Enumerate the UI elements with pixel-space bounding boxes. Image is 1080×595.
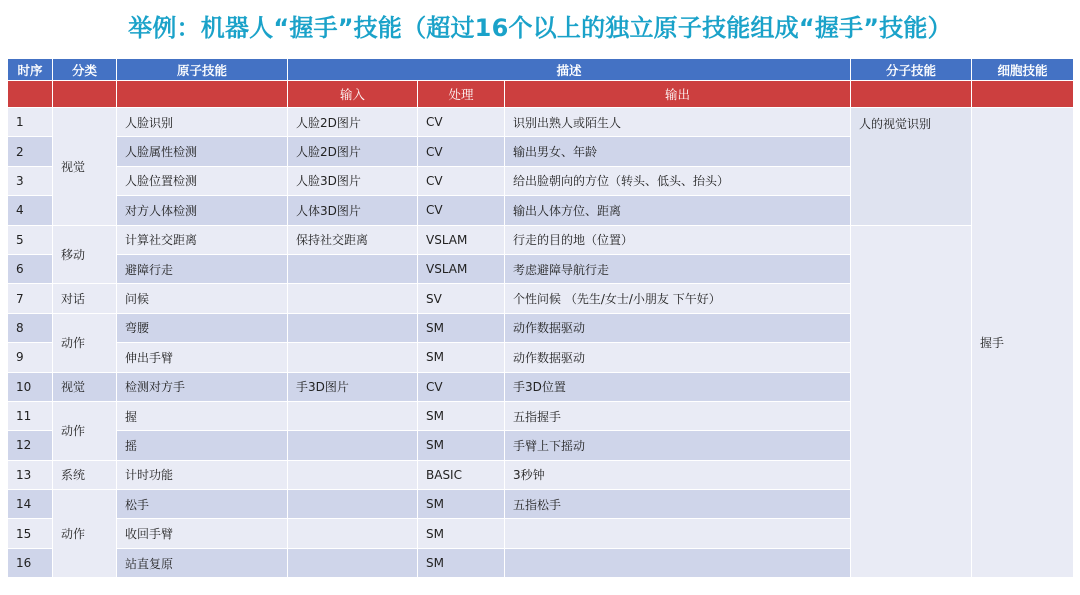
skills-table	[7, 58, 1074, 578]
input-cell	[288, 343, 418, 372]
header-molecular-skill: 分子技能	[851, 59, 972, 81]
input-cell: 人脸3D图片	[288, 166, 418, 195]
molecular-skill-cell: 人的视觉识别	[851, 108, 972, 226]
subheader-blank	[8, 81, 53, 108]
process-cell: SM	[418, 519, 505, 548]
process-cell: CV	[418, 108, 505, 137]
molecular-skill-blank	[851, 225, 972, 578]
seq-cell: 4	[8, 196, 53, 225]
atomic-skill-cell: 摇	[117, 431, 288, 460]
seq-cell: 13	[8, 460, 53, 489]
header-seq: 时序	[8, 59, 53, 81]
input-cell	[288, 548, 418, 577]
input-cell: 人脸2D图片	[288, 108, 418, 137]
output-cell: 动作数据驱动	[505, 313, 851, 342]
header-category: 分类	[53, 59, 117, 81]
input-cell	[288, 284, 418, 313]
output-cell: 个性问候 （先生/女士/小朋友 下午好）	[505, 284, 851, 313]
atomic-skill-cell: 站直复原	[117, 548, 288, 577]
category-cell: 视觉	[53, 372, 117, 401]
seq-cell: 2	[8, 137, 53, 166]
subheader-output: 输出	[505, 81, 851, 108]
input-cell: 手3D图片	[288, 372, 418, 401]
atomic-skill-cell: 松手	[117, 490, 288, 519]
process-cell: SM	[418, 343, 505, 372]
process-cell: CV	[418, 166, 505, 195]
subheader-blank	[53, 81, 117, 108]
process-cell: SM	[418, 401, 505, 430]
output-cell: 3秒钟	[505, 460, 851, 489]
input-cell	[288, 431, 418, 460]
atomic-skill-cell: 计算社交距离	[117, 225, 288, 254]
process-cell: SM	[418, 431, 505, 460]
input-cell	[288, 401, 418, 430]
seq-cell: 11	[8, 401, 53, 430]
input-cell: 人脸2D图片	[288, 137, 418, 166]
subheader-blank	[851, 81, 972, 108]
header-cellular-skill: 细胞技能	[972, 59, 1074, 81]
seq-cell: 8	[8, 313, 53, 342]
cellular-skill-cell: 握手	[972, 108, 1074, 578]
category-cell: 动作	[53, 401, 117, 460]
subheader-blank	[972, 81, 1074, 108]
atomic-skill-cell: 伸出手臂	[117, 343, 288, 372]
seq-cell: 16	[8, 548, 53, 577]
seq-cell: 10	[8, 372, 53, 401]
subheader-blank	[117, 81, 288, 108]
header-atomic-skill: 原子技能	[117, 59, 288, 81]
seq-cell: 6	[8, 254, 53, 283]
seq-cell: 14	[8, 490, 53, 519]
output-cell: 手臂上下摇动	[505, 431, 851, 460]
output-cell: 行走的目的地（位置）	[505, 225, 851, 254]
seq-cell: 15	[8, 519, 53, 548]
output-cell: 考虑避障导航行走	[505, 254, 851, 283]
process-cell: CV	[418, 372, 505, 401]
header-row	[8, 59, 1074, 81]
process-cell: CV	[418, 196, 505, 225]
table-row	[8, 225, 1074, 254]
atomic-skill-cell: 弯腰	[117, 313, 288, 342]
seq-cell: 12	[8, 431, 53, 460]
atomic-skill-cell: 问候	[117, 284, 288, 313]
input-cell: 保持社交距离	[288, 225, 418, 254]
process-cell: SM	[418, 490, 505, 519]
input-cell	[288, 519, 418, 548]
output-cell	[505, 519, 851, 548]
subheader-row	[8, 81, 1074, 108]
category-cell: 动作	[53, 490, 117, 578]
category-cell: 视觉	[53, 108, 117, 226]
category-cell: 对话	[53, 284, 117, 313]
atomic-skill-cell: 检测对方手	[117, 372, 288, 401]
output-cell: 给出脸朝向的方位（转头、低头、抬头）	[505, 166, 851, 195]
subheader-input: 输入	[288, 81, 418, 108]
atomic-skill-cell: 人脸属性检测	[117, 137, 288, 166]
process-cell: BASIC	[418, 460, 505, 489]
table-row	[8, 108, 1074, 137]
atomic-skill-cell: 收回手臂	[117, 519, 288, 548]
process-cell: SV	[418, 284, 505, 313]
atomic-skill-cell: 避障行走	[117, 254, 288, 283]
seq-cell: 3	[8, 166, 53, 195]
output-cell: 识别出熟人或陌生人	[505, 108, 851, 137]
output-cell: 五指握手	[505, 401, 851, 430]
header-description: 描述	[288, 59, 851, 81]
output-cell: 输出男女、年龄	[505, 137, 851, 166]
page-title: 举例：机器人“握手”技能（超过16个以上的独立原子技能组成“握手”技能）	[128, 13, 952, 42]
process-cell: CV	[418, 137, 505, 166]
atomic-skill-cell: 握	[117, 401, 288, 430]
atomic-skill-cell: 人脸识别	[117, 108, 288, 137]
process-cell: VSLAM	[418, 254, 505, 283]
seq-cell: 1	[8, 108, 53, 137]
seq-cell: 7	[8, 284, 53, 313]
process-cell: SM	[418, 548, 505, 577]
input-cell: 人体3D图片	[288, 196, 418, 225]
category-cell: 移动	[53, 225, 117, 284]
category-cell: 动作	[53, 313, 117, 372]
atomic-skill-cell: 对方人体检测	[117, 196, 288, 225]
output-cell: 动作数据驱动	[505, 343, 851, 372]
input-cell	[288, 460, 418, 489]
category-cell: 系统	[53, 460, 117, 489]
output-cell: 输出人体方位、距离	[505, 196, 851, 225]
atomic-skill-cell: 计时功能	[117, 460, 288, 489]
atomic-skill-cell: 人脸位置检测	[117, 166, 288, 195]
process-cell: SM	[418, 313, 505, 342]
output-cell: 五指松手	[505, 490, 851, 519]
output-cell: 手3D位置	[505, 372, 851, 401]
seq-cell: 9	[8, 343, 53, 372]
input-cell	[288, 254, 418, 283]
seq-cell: 5	[8, 225, 53, 254]
subheader-process: 处理	[418, 81, 505, 108]
output-cell	[505, 548, 851, 577]
input-cell	[288, 313, 418, 342]
input-cell	[288, 490, 418, 519]
process-cell: VSLAM	[418, 225, 505, 254]
